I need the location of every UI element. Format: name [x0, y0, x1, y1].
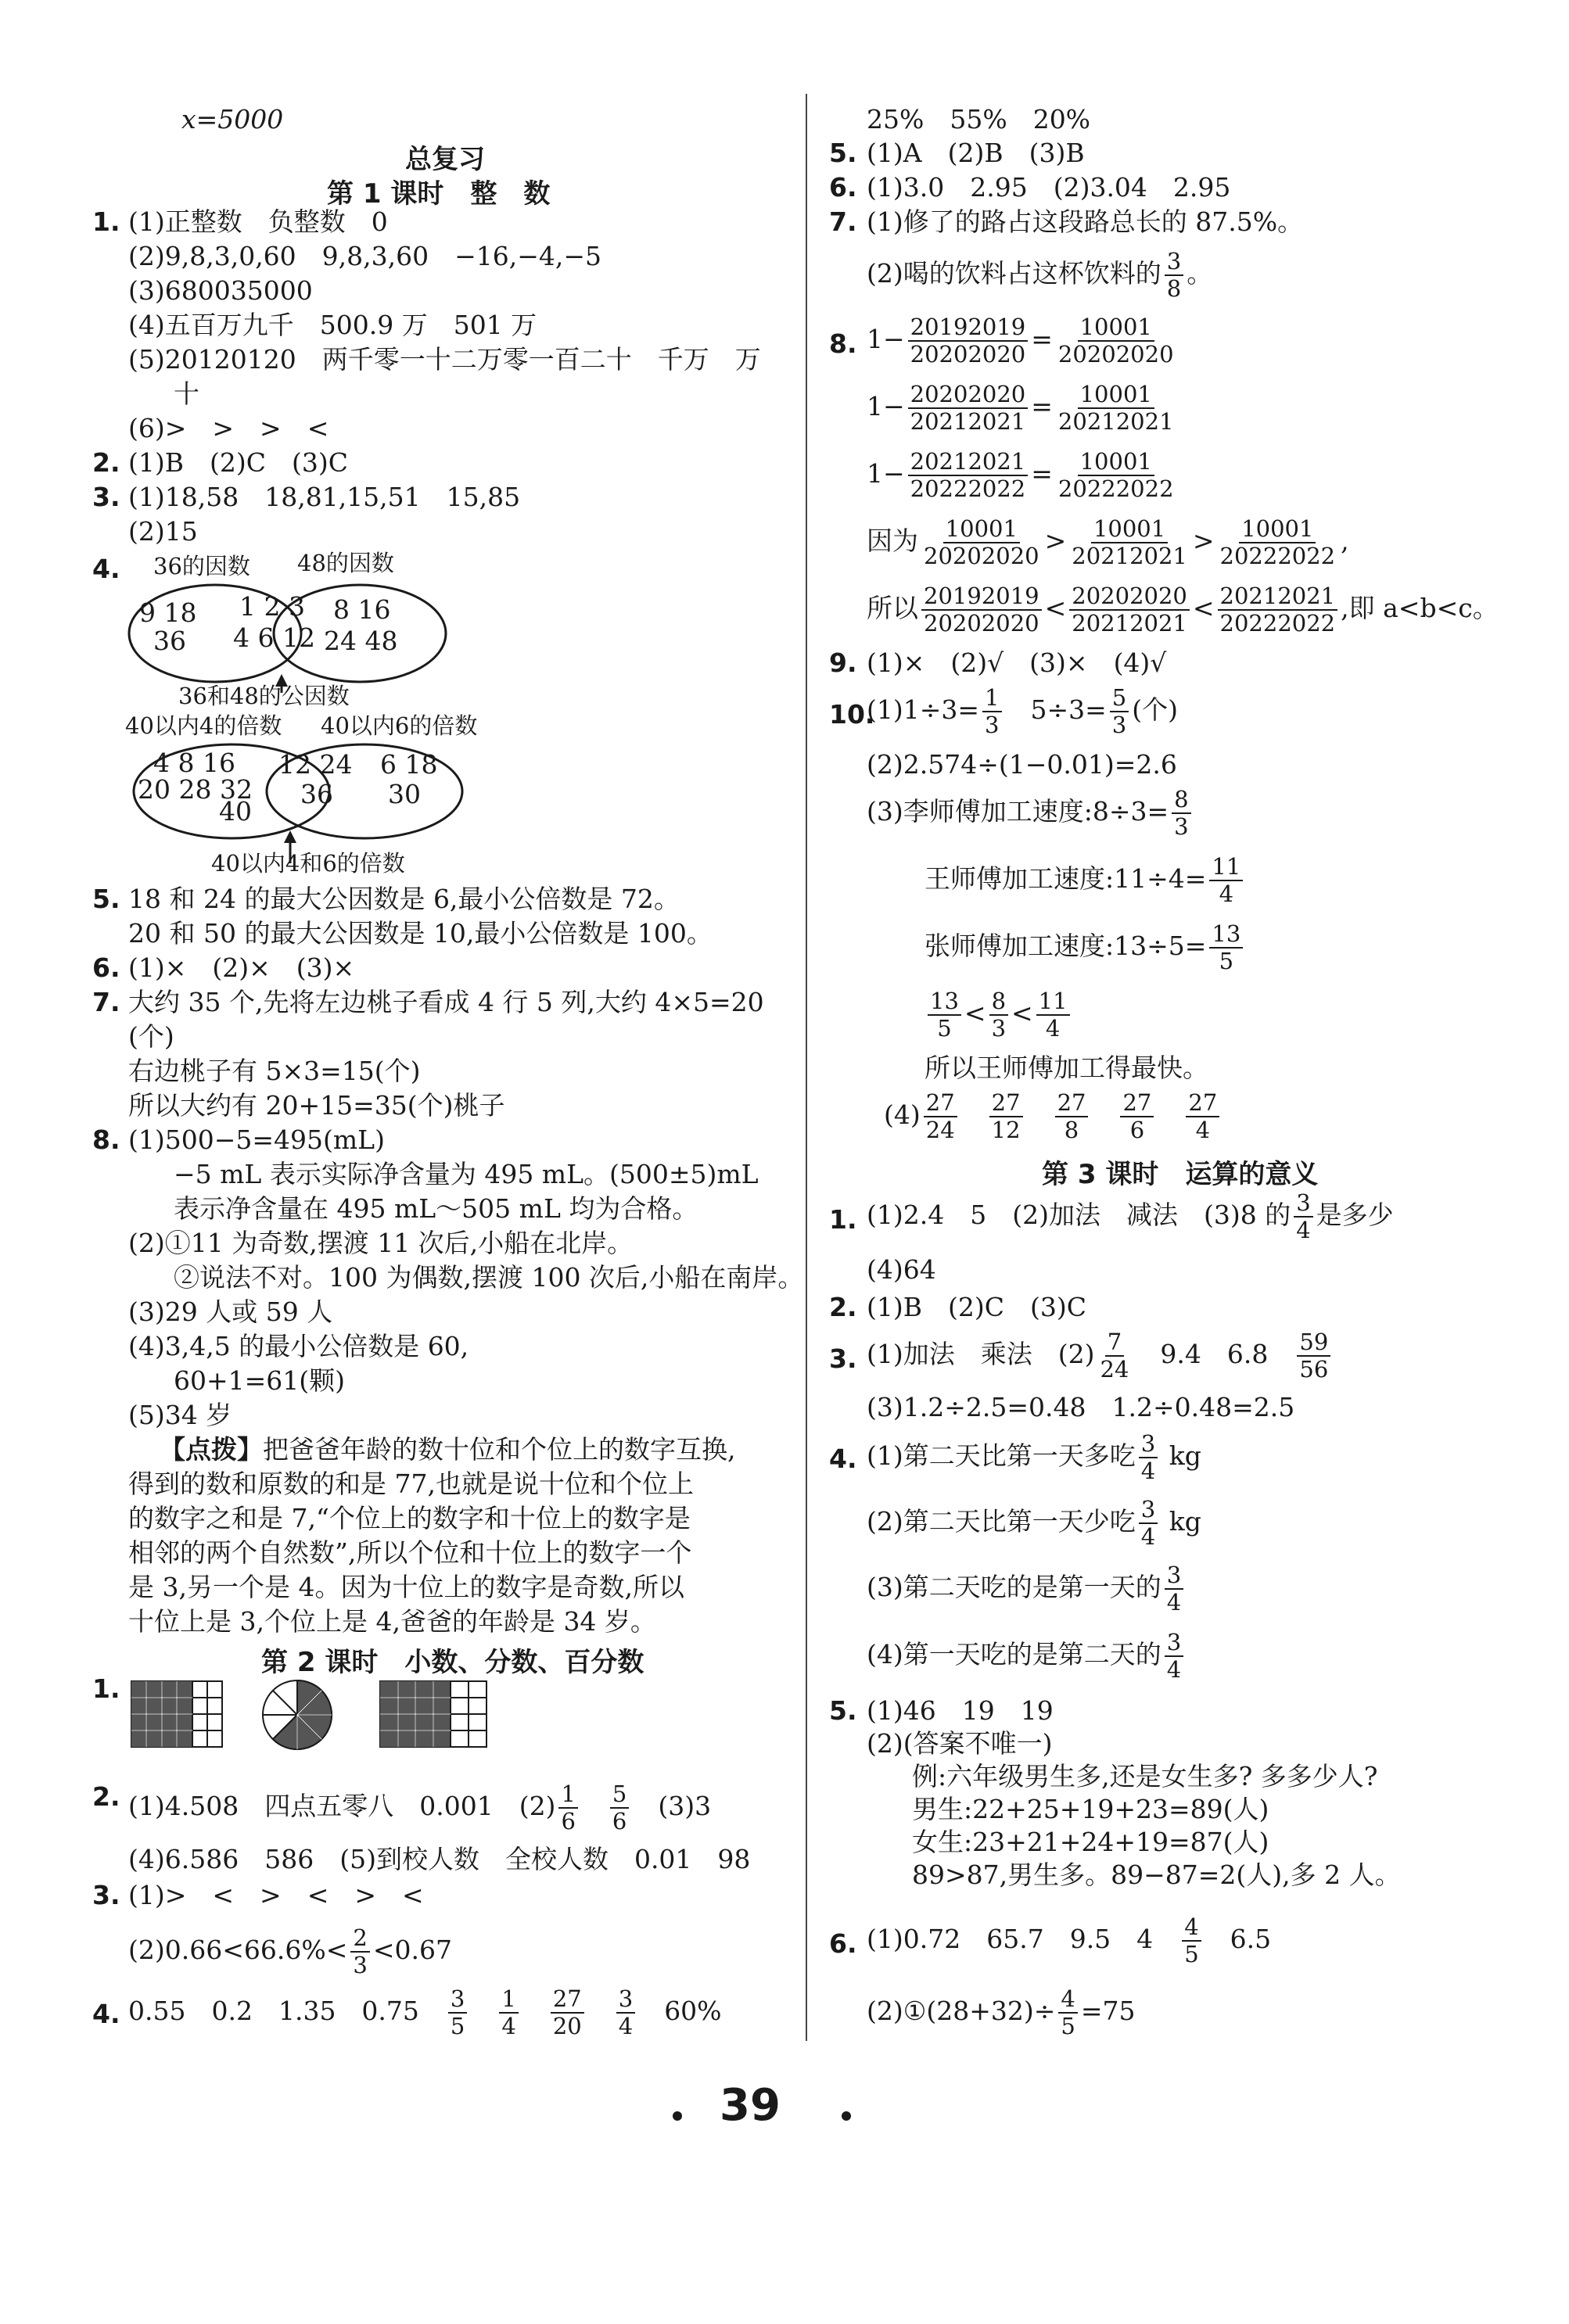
l2q3-line2: (2)0.66<66.6%< $\frac{2}{3}$ <0.67 — [128, 1924, 452, 1978]
venn2-left-2: 20 28 32 — [138, 774, 253, 805]
r-q8-row3: 1− $\frac{20212021}{20222022}$ = $\frac{10001}{20222022}$ — [867, 448, 1174, 502]
l3q5-number: 5. — [829, 1695, 857, 1726]
q8-line9: (5)34 岁 — [128, 1400, 232, 1430]
r-q8-row2: 1− $\frac{20202020}{20212021}$ = $\frac{10001}{20212021}$ — [867, 381, 1174, 435]
lesson1-title: 第 1 课时 整 数 — [327, 178, 551, 210]
q8-line7: (4)3,4,5 的最小公倍数是 60, — [128, 1331, 469, 1361]
l3q4-line1: (1)第二天比第一天多吃 $\frac{3}{4}$ kg — [867, 1430, 1201, 1484]
l3q4-line3: (3)第二天吃的是第一天的 $\frac{3}{4}$ — [867, 1562, 1187, 1616]
page-dot-left — [673, 2111, 682, 2121]
venn2-left-3: 40 — [219, 796, 252, 827]
x-answer: x=5000 — [181, 104, 284, 134]
pie-figure — [263, 1680, 332, 1749]
l2q2-line2: (4)6.586 586 (5)到校人数 全校人数 0.01 98 — [128, 1844, 751, 1874]
r-q10-line1: (1)1÷3= $\frac{1}{3}$ 5÷3= $\frac{5}{3}$ (个) — [867, 684, 1178, 738]
q7-line1: 大约 35 个,先将左边桃子看成 4 行 5 列,大约 4×5=20 — [128, 987, 764, 1017]
q7-line3: 右边桃子有 5×3=15(个) — [128, 1056, 421, 1086]
venn1-right-1: 8 16 — [333, 594, 391, 625]
l3q3-number: 3. — [829, 1343, 857, 1374]
r-q5-line1: (1)A (2)B (3)B — [867, 138, 1085, 168]
l3q1-number: 1. — [829, 1204, 857, 1235]
l3q5-line2: (2)(答案不唯一) — [867, 1728, 1053, 1759]
q1-number: 1. — [92, 206, 120, 237]
l2q3-line1: (1)> < > < > < — [128, 1880, 424, 1910]
venn2-right-1: 6 18 — [380, 749, 438, 780]
l3q5-line6: 89>87,男生多。89−87=2(人),多 2 人。 — [912, 1860, 1401, 1890]
venn1-caption: 36和48的公因数 — [178, 683, 350, 709]
venn1-left-2: 36 — [153, 626, 186, 656]
l3q4-line2: (2)第二天比第一天少吃 $\frac{3}{4}$ kg — [867, 1496, 1201, 1550]
r-q9-number: 9. — [829, 647, 857, 678]
r-top-line: 25% 55% 20% — [867, 104, 1091, 134]
q2-number: 2. — [92, 447, 120, 478]
page-dot-right — [842, 2111, 851, 2121]
r-q7-line1: (1)修了的路占这段路总长的 87.5%。 — [867, 206, 1304, 237]
fraction-figures — [130, 1680, 490, 1758]
q7-line4: 所以大约有 20+15=35(个)桃子 — [128, 1090, 505, 1121]
venn1-label-right: 48的因数 — [297, 550, 394, 576]
r-q8-number: 8. — [829, 328, 857, 359]
l3q5-line5: 女生:23+21+24+19=87(人) — [912, 1827, 1269, 1857]
l3q4-number: 4. — [829, 1444, 857, 1474]
r-q6-number: 6. — [829, 172, 857, 203]
r-q8-because: 因为 $\frac{10001}{20202020}$ > $\frac{10001}{20212021}$ > $\frac{10001}{20222022}$ , — [867, 515, 1349, 569]
l3q6-number: 6. — [829, 1928, 857, 1959]
q5-line1: 18 和 24 的最大公因数是 6,最小公倍数是 72。 — [128, 884, 680, 914]
grid-figure-2 — [380, 1681, 486, 1747]
r-q7-line2: (2)喝的饮料占这杯饮料的 $\frac{3}{8}$ 。 — [867, 248, 1213, 302]
l3q5-line1: (1)46 19 19 — [867, 1695, 1054, 1726]
venn2-left-1: 4 8 16 — [153, 748, 235, 778]
grid-figure-1 — [131, 1681, 222, 1747]
l2q2-line1: (1)4.508 四点五零八 0.001 (2) $\frac{1}{6}$ $\frac{5}{6}$ (3)3 — [128, 1781, 712, 1834]
l3q3-line1: (1)加法 乘法 (2) $\frac{7}{24}$ 9.4 6.8 $\frac{59}{56}$ — [867, 1329, 1334, 1383]
venn2-caption: 40以内4和6的倍数 — [211, 850, 405, 877]
q3-number: 3. — [92, 482, 120, 512]
l2q4-number: 4. — [92, 1999, 120, 2029]
r-q10-compare: $\frac{13}{5}$ < $\frac{8}{3}$ < $\frac{11}{4}$ — [925, 988, 1073, 1042]
q7-number: 7. — [92, 987, 120, 1017]
tip-line4: 相邻的两个自然数”,所以个位和十位上的数字一个 — [128, 1537, 692, 1568]
q8-line3: 表示净含量在 495 mL～505 mL 均为合格。 — [174, 1193, 698, 1224]
q4-number: 4. — [92, 554, 120, 584]
l3q3-line2: (3)1.2÷2.5=0.48 1.2÷0.48=2.5 — [867, 1392, 1295, 1422]
venn1-common-2: 4 6 12 — [233, 622, 315, 653]
r-q10-number: 10. — [829, 699, 875, 730]
venn2-label-left: 40以内4的倍数 — [125, 712, 282, 739]
r-q10-line8: (4) $\frac{27}{24}$ $\frac{27}{12}$ $\frac{27}{8}$ $\frac{27}{6}$ $\frac{27}{4}$ — [884, 1090, 1223, 1143]
l3q4-line4: (4)第一天吃的是第二天的 $\frac{3}{4}$ — [867, 1630, 1187, 1683]
q1-line1: (1)正整数 负整数 0 — [128, 206, 388, 237]
q5-number: 5. — [92, 884, 120, 914]
r-q10-line7: 所以王师傅加工得最快。 — [925, 1053, 1208, 1083]
q1-line4: (4)五百万九千 500.9 万 501 万 — [128, 310, 537, 340]
q1-line5: (5)20120120 两千零一十二万零一百二十 千万 万 — [128, 344, 761, 375]
review-title: 总复习 — [405, 144, 485, 175]
q1-line7: (6)> > > < — [128, 413, 329, 443]
l2q2-number: 2. — [92, 1781, 120, 1812]
r-q9-line1: (1)× (2)√ (3)× (4)√ — [867, 647, 1167, 678]
q3-line1: (1)18,58 18,81,15,51 15,85 — [128, 482, 521, 512]
l2q4-line1: 0.55 0.2 1.35 0.75 $\frac{3}{5}$ $\frac{1}{4}$ $\frac{27}{20}$ $\frac{3}{4}$ 60% — [128, 1985, 722, 2039]
q8-line4: (2)①11 为奇数,摆渡 11 次后,小船在北岸。 — [128, 1228, 634, 1258]
r-q10-line5: 张师傅加工速度:13÷5= $\frac{13}{5}$ — [925, 921, 1246, 974]
q3-line2: (2)15 — [128, 516, 198, 547]
r-q10-line4: 王师傅加工速度:11÷4= $\frac{11}{4}$ — [925, 854, 1246, 907]
r-q8-row1: 1− $\frac{20192019}{20202020}$ = $\frac{10001}{20202020}$ — [867, 314, 1174, 368]
q6-number: 6. — [92, 952, 120, 983]
q1-line6: 十 — [174, 378, 199, 409]
venn2-arrow-head — [284, 830, 296, 843]
venn2-right-2: 30 — [388, 779, 421, 809]
r-q7-number: 7. — [829, 206, 857, 237]
r-q10-line3: (3)李师傅加工速度:8÷3= $\frac{8}{3}$ — [867, 787, 1194, 840]
q8-line6: (3)29 人或 59 人 — [128, 1296, 333, 1327]
l2q1-number: 1. — [92, 1673, 120, 1704]
q1-line2: (2)9,8,3,0,60 9,8,3,60 −16,−4,−5 — [128, 241, 602, 271]
r-q8-so: 所以 $\frac{20192019}{20202020}$ < $\frac{20202020}{20212021}$ < $\frac{20212021}{20222022}$ ,即 a<b<c。 — [867, 583, 1499, 637]
q8-line8: 60+1=61(颗) — [174, 1365, 346, 1396]
q5-line2: 20 和 50 的最大公因数是 10,最小公倍数是 100。 — [128, 918, 713, 949]
r-q10-line2: (2)2.574÷(1−0.01)=2.6 — [867, 749, 1177, 780]
venn1-left-1: 9 18 — [139, 597, 197, 628]
tip-line3: 的数字之和是 7,“个位上的数字和十位上的数字是 — [128, 1503, 691, 1533]
r-q6-line1: (1)3.0 2.95 (2)3.04 2.95 — [867, 172, 1231, 203]
venn1-label-left: 36的因数 — [153, 553, 250, 579]
l3q2-number: 2. — [829, 1292, 857, 1322]
venn2-common-1: 12 24 — [278, 749, 353, 780]
q1-line3: (3)680035000 — [128, 275, 313, 306]
venn1-common-1: 1 2 3 — [239, 591, 305, 622]
l3q1-line2: (4)64 — [867, 1254, 936, 1285]
lesson3-title: 第 3 课时 运算的意义 — [1042, 1159, 1319, 1190]
q8-line2: −5 mL 表示实际净含量为 495 mL。(500±5)mL — [174, 1159, 759, 1189]
l3q6-line1: (1)0.72 65.7 9.5 4 $\frac{4}{5}$ 6.5 — [867, 1913, 1272, 1967]
lesson2-title: 第 2 课时 小数、分数、百分数 — [261, 1647, 644, 1678]
page-number: 39 — [720, 2080, 781, 2131]
tip-line6: 十位上是 3,个位上是 4,爸爸的年龄是 34 岁。 — [128, 1606, 656, 1637]
q8-line5: ②说法不对。100 为偶数,摆渡 100 次后,小船在南岸。 — [174, 1262, 804, 1293]
q6-line1: (1)× (2)× (3)× — [128, 952, 355, 983]
venn2-label-right: 40以内6的倍数 — [321, 712, 478, 739]
q7-line2: (个) — [128, 1021, 174, 1052]
q2-line1: (1)B (2)C (3)C — [128, 447, 348, 478]
column-divider — [806, 94, 807, 2041]
l2q3-number: 3. — [92, 1880, 120, 1910]
tip-line5: 是 3,另一个是 4。因为十位上的数字是奇数,所以 — [128, 1572, 684, 1602]
l3q1-line1: (1)2.4 5 (2)加法 减法 (3)8 的 $\frac{3}{4}$ 是多少 — [867, 1189, 1394, 1243]
tip-line2: 得到的数和原数的和是 77,也就是说十位和个位上 — [128, 1469, 694, 1499]
venn1-right-2: 24 48 — [324, 626, 398, 656]
tip-label: 【点拨】 — [160, 1434, 263, 1465]
tip-line1: 【点拨】把爸爸年龄的数十位和个位上的数字互换, — [160, 1434, 736, 1465]
venn2-common-2: 36 — [300, 779, 333, 809]
q8-line1: (1)500−5=495(mL) — [128, 1124, 385, 1155]
l3q2-line1: (1)B (2)C (3)C — [867, 1292, 1086, 1322]
q8-number: 8. — [92, 1124, 120, 1155]
l3q5-line4: 男生:22+25+19+23=89(人) — [912, 1794, 1269, 1824]
l3q5-line3: 例:六年级男生多,还是女生多? 多多少人? — [912, 1761, 1378, 1791]
r-q5-number: 5. — [829, 138, 857, 168]
l3q6-line2: (2)①(28+32)÷ $\frac{4}{5}$ =75 — [867, 1985, 1136, 2039]
